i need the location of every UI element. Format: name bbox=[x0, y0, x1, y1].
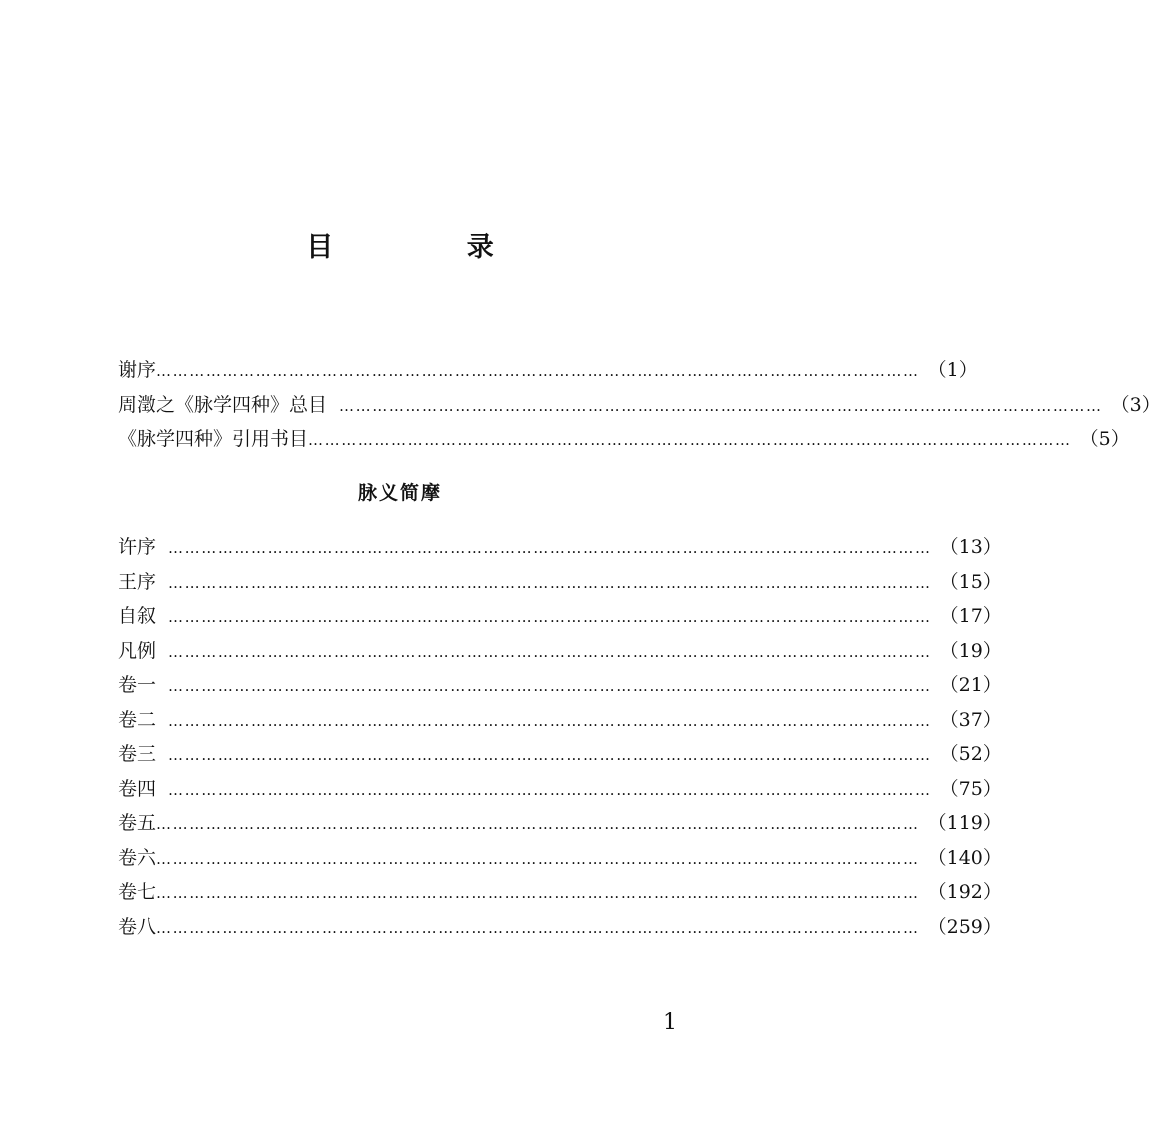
leader-dots: ………………………………………………………………………………………………………………………… bbox=[308, 431, 1072, 449]
leader-dots: ………………………………………………………………………………………………………………………… bbox=[168, 608, 932, 626]
toc-entry-label: 周澂之《脉学四种》总目 bbox=[118, 393, 328, 416]
toc-entry-label: 卷八 bbox=[118, 915, 157, 938]
leader-dots: ………………………………………………………………………………………………………………………… bbox=[156, 362, 920, 380]
toc-entry-page: （140） bbox=[927, 846, 1002, 869]
toc-entry-label: 卷一 bbox=[118, 674, 157, 696]
toc-entry-page: （119） bbox=[927, 812, 1002, 834]
toc-entry-label: 王序 bbox=[118, 570, 157, 593]
section-heading: 脉义简摩 bbox=[357, 482, 442, 504]
toc-entry[interactable] bbox=[118, 806, 1002, 841]
page-title: 目 录 bbox=[306, 232, 556, 263]
toc-entry[interactable] bbox=[118, 422, 1130, 457]
toc-entry-label: 卷三 bbox=[118, 743, 157, 765]
leader-dots: ………………………………………………………………………………………………………………………… bbox=[168, 711, 932, 730]
toc-entry[interactable] bbox=[118, 668, 1002, 703]
toc-entry-label: 自叙 bbox=[118, 605, 157, 627]
toc-entry-page: （1） bbox=[927, 359, 978, 381]
toc-entry-label: 卷二 bbox=[118, 708, 157, 731]
toc-entry-page: （19） bbox=[939, 639, 1002, 662]
leader-dots: ………………………………………………………………………………………………………………………… bbox=[156, 815, 920, 833]
toc-entry[interactable] bbox=[118, 875, 1002, 910]
page-number: 1 bbox=[663, 1010, 677, 1035]
toc-entry-label: 谢序 bbox=[118, 359, 157, 381]
toc-entry-label: 卷五 bbox=[118, 812, 157, 834]
leader-dots: ………………………………………………………………………………………………………………………… bbox=[168, 573, 932, 592]
toc-entry-label: 凡例 bbox=[118, 639, 157, 662]
toc-entry-page: （13） bbox=[939, 536, 1002, 558]
toc-entry[interactable] bbox=[118, 353, 978, 388]
toc-entry-page: （52） bbox=[939, 743, 1002, 765]
toc-entry-page: （37） bbox=[939, 708, 1002, 731]
toc-entry[interactable] bbox=[118, 772, 1002, 807]
leader-dots: ………………………………………………………………………………………………………………………… bbox=[168, 677, 932, 695]
toc-entry-page: （3） bbox=[1110, 393, 1161, 416]
toc-entry[interactable] bbox=[118, 737, 1002, 772]
toc-entry[interactable] bbox=[118, 910, 1002, 945]
toc-entry[interactable] bbox=[118, 841, 1002, 876]
toc-entry-page: （192） bbox=[927, 881, 1002, 903]
toc-entry-label: 卷六 bbox=[118, 846, 157, 869]
front-matter-toc bbox=[118, 353, 1161, 457]
toc-entry-page: （259） bbox=[927, 915, 1002, 938]
leader-dots: ………………………………………………………………………………………………………………………… bbox=[168, 746, 932, 764]
leader-dots: ………………………………………………………………………………………………………………………… bbox=[156, 849, 920, 868]
toc-entry[interactable] bbox=[118, 634, 1002, 669]
leader-dots: ………………………………………………………………………………………………………………………… bbox=[156, 918, 920, 937]
section-toc bbox=[118, 530, 1002, 944]
toc-entry-page: （21） bbox=[939, 674, 1002, 696]
toc-entry-label: 许序 bbox=[118, 536, 157, 558]
toc-entry-page: （75） bbox=[939, 777, 1002, 800]
toc-entry-label: 卷四 bbox=[118, 777, 157, 800]
leader-dots: ………………………………………………………………………………………………………………………… bbox=[168, 642, 932, 661]
toc-entry-label: 卷七 bbox=[118, 881, 157, 903]
toc-entry[interactable] bbox=[118, 703, 1002, 738]
toc-entry-page: （17） bbox=[939, 605, 1002, 627]
leader-dots: ………………………………………………………………………………………………………………………… bbox=[156, 884, 920, 902]
toc-entry-label: 《脉学四种》引用书目 bbox=[118, 428, 309, 450]
leader-dots: ………………………………………………………………………………………………………………………… bbox=[168, 780, 932, 799]
leader-dots: ………………………………………………………………………………………………………………………… bbox=[168, 539, 932, 557]
toc-entry[interactable] bbox=[118, 530, 1002, 565]
toc-entry[interactable] bbox=[118, 565, 1002, 600]
leader-dots: ………………………………………………………………………………………………………………………… bbox=[339, 396, 1103, 415]
toc-entry-page: （5） bbox=[1079, 428, 1130, 450]
toc-entry[interactable] bbox=[118, 388, 1161, 423]
toc-entry-page: （15） bbox=[939, 570, 1002, 593]
toc-entry[interactable] bbox=[118, 599, 1002, 634]
